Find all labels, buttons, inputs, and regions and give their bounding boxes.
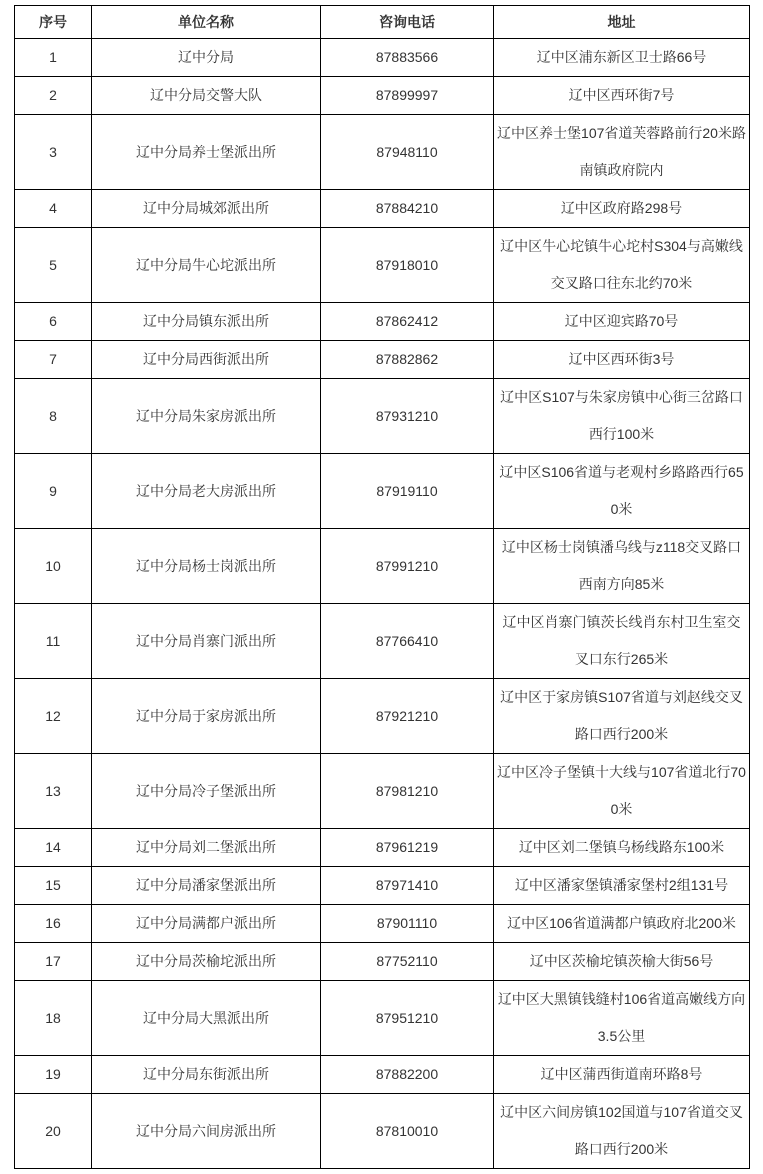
cell-address: 辽中区106省道满都户镇政府北200米 — [494, 905, 750, 943]
col-header-index: 序号 — [15, 6, 92, 39]
cell-unit-name: 辽中分局东街派出所 — [92, 1056, 321, 1094]
cell-address: 辽中区潘家堡镇潘家堡村2组131号 — [494, 867, 750, 905]
cell-phone: 87766410 — [321, 604, 494, 679]
col-header-phone: 咨询电话 — [321, 6, 494, 39]
cell-phone: 87884210 — [321, 190, 494, 228]
cell-address: 辽中区养士堡107省道芙蓉路前行20米路南镇政府院内 — [494, 115, 750, 190]
cell-index: 16 — [15, 905, 92, 943]
col-header-unit-name: 单位名称 — [92, 6, 321, 39]
cell-unit-name: 辽中分局牛心坨派出所 — [92, 228, 321, 303]
contact-table — [14, 5, 750, 1169]
cell-unit-name: 辽中分局冷子堡派出所 — [92, 754, 321, 829]
cell-address: 辽中区冷子堡镇十大线与107省道北行700米 — [494, 754, 750, 829]
cell-unit-name: 辽中分局交警大队 — [92, 77, 321, 115]
table-row — [15, 529, 750, 604]
cell-index: 6 — [15, 303, 92, 341]
cell-address: 辽中区浦东新区卫士路66号 — [494, 39, 750, 77]
cell-index: 5 — [15, 228, 92, 303]
cell-phone: 87752110 — [321, 943, 494, 981]
cell-index: 2 — [15, 77, 92, 115]
cell-phone: 87919110 — [321, 454, 494, 529]
cell-index: 11 — [15, 604, 92, 679]
cell-phone: 87948110 — [321, 115, 494, 190]
cell-address: 辽中区刘二堡镇乌杨线路东100米 — [494, 829, 750, 867]
cell-index: 1 — [15, 39, 92, 77]
cell-unit-name: 辽中分局潘家堡派出所 — [92, 867, 321, 905]
cell-unit-name: 辽中分局大黑派出所 — [92, 981, 321, 1056]
cell-phone: 87961219 — [321, 829, 494, 867]
cell-address: 辽中区茨榆坨镇茨榆大街56号 — [494, 943, 750, 981]
cell-index: 10 — [15, 529, 92, 604]
cell-unit-name: 辽中分局满都户派出所 — [92, 905, 321, 943]
cell-phone: 87882862 — [321, 341, 494, 379]
table-row — [15, 341, 750, 379]
cell-index: 9 — [15, 454, 92, 529]
cell-index: 15 — [15, 867, 92, 905]
cell-unit-name: 辽中分局城郊派出所 — [92, 190, 321, 228]
cell-phone: 87951210 — [321, 981, 494, 1056]
cell-phone: 87862412 — [321, 303, 494, 341]
cell-unit-name: 辽中分局 — [92, 39, 321, 77]
header-row — [15, 6, 750, 39]
table-row — [15, 39, 750, 77]
table-row — [15, 1056, 750, 1094]
cell-address: 辽中区迎宾路70号 — [494, 303, 750, 341]
cell-index: 8 — [15, 379, 92, 454]
cell-phone: 87931210 — [321, 379, 494, 454]
cell-index: 4 — [15, 190, 92, 228]
table-row — [15, 754, 750, 829]
cell-unit-name: 辽中分局老大房派出所 — [92, 454, 321, 529]
table-row — [15, 190, 750, 228]
cell-address: 辽中区西环街7号 — [494, 77, 750, 115]
table-row — [15, 905, 750, 943]
cell-phone: 87981210 — [321, 754, 494, 829]
cell-address: 辽中区S106省道与老观村乡路路西行650米 — [494, 454, 750, 529]
cell-index: 14 — [15, 829, 92, 867]
cell-phone: 87810010 — [321, 1094, 494, 1169]
table-header — [15, 6, 750, 39]
table-row — [15, 379, 750, 454]
cell-unit-name: 辽中分局刘二堡派出所 — [92, 829, 321, 867]
cell-phone: 87901110 — [321, 905, 494, 943]
cell-index: 12 — [15, 679, 92, 754]
cell-unit-name: 辽中分局六间房派出所 — [92, 1094, 321, 1169]
table-row — [15, 679, 750, 754]
table-row — [15, 454, 750, 529]
table-row — [15, 943, 750, 981]
cell-phone: 87918010 — [321, 228, 494, 303]
cell-phone: 87921210 — [321, 679, 494, 754]
table-row — [15, 981, 750, 1056]
cell-unit-name: 辽中分局杨士岗派出所 — [92, 529, 321, 604]
table-body — [15, 39, 750, 1169]
cell-address: 辽中区杨士岗镇潘乌线与z118交叉路口西南方向85米 — [494, 529, 750, 604]
cell-address: 辽中区牛心坨镇牛心坨村S304与高嫩线交叉路口往东北约70米 — [494, 228, 750, 303]
table-row — [15, 604, 750, 679]
cell-index: 17 — [15, 943, 92, 981]
cell-address: 辽中区蒲西街道南环路8号 — [494, 1056, 750, 1094]
cell-index: 18 — [15, 981, 92, 1056]
cell-unit-name: 辽中分局西街派出所 — [92, 341, 321, 379]
cell-unit-name: 辽中分局朱家房派出所 — [92, 379, 321, 454]
cell-unit-name: 辽中分局肖寨门派出所 — [92, 604, 321, 679]
col-header-address: 地址 — [494, 6, 750, 39]
cell-unit-name: 辽中分局茨榆坨派出所 — [92, 943, 321, 981]
table-row — [15, 115, 750, 190]
table-row — [15, 867, 750, 905]
cell-phone: 87883566 — [321, 39, 494, 77]
cell-address: 辽中区于家房镇S107省道与刘赵线交叉路口西行200米 — [494, 679, 750, 754]
cell-index: 13 — [15, 754, 92, 829]
table-row — [15, 228, 750, 303]
cell-index: 19 — [15, 1056, 92, 1094]
cell-index: 7 — [15, 341, 92, 379]
cell-unit-name: 辽中分局养士堡派出所 — [92, 115, 321, 190]
cell-phone: 87991210 — [321, 529, 494, 604]
cell-address: 辽中区肖寨门镇茨长线肖东村卫生室交叉口东行265米 — [494, 604, 750, 679]
table-row — [15, 1094, 750, 1169]
cell-address: 辽中区政府路298号 — [494, 190, 750, 228]
cell-address: 辽中区六间房镇102国道与107省道交叉路口西行200米 — [494, 1094, 750, 1169]
cell-address: 辽中区S107与朱家房镇中心街三岔路口西行100米 — [494, 379, 750, 454]
table-row — [15, 829, 750, 867]
table-row — [15, 303, 750, 341]
cell-address: 辽中区西环街3号 — [494, 341, 750, 379]
cell-index: 3 — [15, 115, 92, 190]
cell-index: 20 — [15, 1094, 92, 1169]
cell-unit-name: 辽中分局镇东派出所 — [92, 303, 321, 341]
cell-phone: 87971410 — [321, 867, 494, 905]
cell-address: 辽中区大黑镇钱缝村106省道高嫩线方向3.5公里 — [494, 981, 750, 1056]
cell-phone: 87882200 — [321, 1056, 494, 1094]
table-row — [15, 77, 750, 115]
cell-phone: 87899997 — [321, 77, 494, 115]
cell-unit-name: 辽中分局于家房派出所 — [92, 679, 321, 754]
